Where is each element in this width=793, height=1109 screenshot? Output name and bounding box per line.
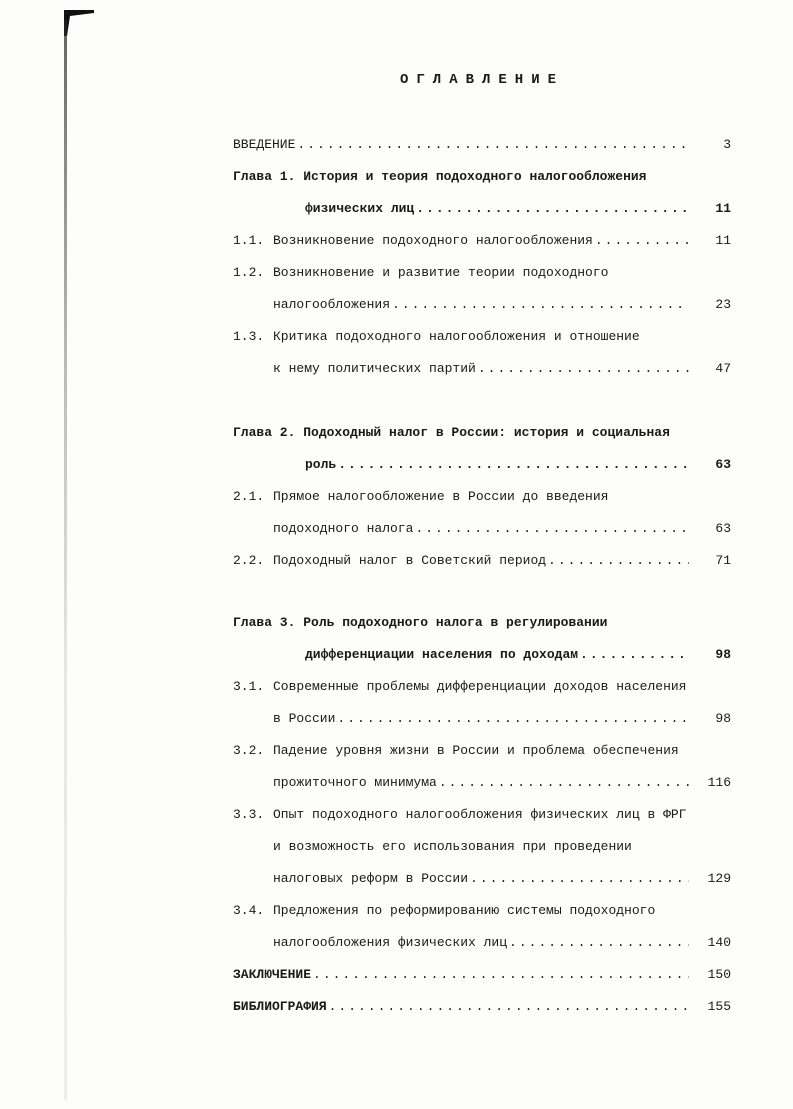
toc-entry-2-2 — [233, 548, 731, 570]
toc-entry-conclusion — [233, 962, 731, 984]
toc-entry-3-1-cont — [273, 706, 731, 728]
toc-entry-text: налогообложения — [273, 297, 391, 312]
dot-leader — [580, 646, 689, 664]
scan-edge-line — [64, 20, 67, 1100]
dot-leader — [313, 966, 689, 984]
dot-leader — [595, 232, 689, 250]
toc-entry-number: 3.2. — [233, 743, 265, 758]
toc-entry-intro — [233, 132, 731, 154]
toc-entry-1-3-cont — [273, 356, 731, 378]
toc-chapter-2-heading — [233, 420, 731, 442]
toc-entry-text: Глава 1. История и теория подоходного налогообложения — [233, 169, 647, 184]
toc-entry-1-3 — [233, 324, 731, 346]
toc-entry-3-2-cont — [273, 770, 731, 792]
toc-entry-text: Падение уровня жизни в России и проблема обеспечения — [273, 743, 679, 758]
dot-leader — [416, 200, 689, 218]
toc-entry-page: 71 — [715, 553, 731, 568]
page-title: ОГЛАВЛЕНИЕ — [399, 72, 564, 88]
toc-entry-page: 3 — [723, 137, 731, 152]
toc-entry-page: 155 — [707, 999, 731, 1014]
toc-entry-number: 3.4. — [233, 903, 265, 918]
toc-entry-number: 3.3. — [233, 807, 265, 822]
toc-chapter-3-heading — [233, 610, 731, 632]
toc-entry-text: Глава 3. Роль подоходного налога в регулировании — [233, 615, 608, 630]
toc-entry-bibliography — [233, 994, 731, 1016]
toc-entry-text: в России — [273, 711, 336, 726]
toc-entry-page: 98 — [715, 711, 731, 726]
toc-entry-page: 150 — [707, 967, 731, 982]
dot-leader — [297, 136, 689, 154]
toc-entry-text: дифференциации населения по доходам — [305, 647, 579, 662]
toc-entry-page: 129 — [707, 871, 731, 886]
toc-entry-page: 11 — [715, 201, 731, 216]
toc-entry-page: 47 — [715, 361, 731, 376]
toc-entry-1-1 — [233, 228, 731, 250]
toc-entry-text: БИБЛИОГРАФИЯ — [233, 999, 327, 1014]
toc-entry-text: Глава 2. Подоходный налог в России: история и социальная — [233, 425, 670, 440]
dot-leader — [439, 774, 689, 792]
dot-leader — [470, 870, 689, 888]
toc-entry-3-4-cont — [273, 930, 731, 952]
toc-entry-text: ВВЕДЕНИЕ — [233, 137, 296, 152]
toc-entry-1-2-cont — [273, 292, 731, 314]
toc-entry-text: и возможность его использования при проведении — [273, 839, 632, 854]
toc-entry-2-1 — [233, 484, 731, 506]
dot-leader — [509, 934, 689, 952]
dot-leader — [548, 552, 689, 570]
dot-leader — [478, 360, 689, 378]
toc-entry-3-2 — [233, 738, 731, 760]
toc-chapter-2-heading-cont — [305, 452, 731, 474]
dot-leader — [338, 456, 689, 474]
toc-entry-page: 140 — [707, 935, 731, 950]
toc-entry-text: Предложения по реформированию системы подоходного — [273, 903, 656, 918]
toc-entry-page: 98 — [715, 647, 731, 662]
toc-entry-text: Возникновение подоходного налогообложения — [273, 233, 593, 248]
toc-entry-3-1 — [233, 674, 731, 696]
toc-entry-number: 3.1. — [233, 679, 265, 694]
toc-entry-text: налогообложения физических лиц — [273, 935, 508, 950]
dot-leader — [329, 998, 689, 1016]
toc-entry-number: 1.1. — [233, 233, 265, 248]
toc-entry-3-3-cont — [273, 834, 731, 856]
toc-entry-number: 2.1. — [233, 489, 265, 504]
toc-entry-text: Критика подоходного налогообложения и отношение — [273, 329, 640, 344]
toc-entry-page: 63 — [715, 521, 731, 536]
toc-entry-text: подоходного налога — [273, 521, 414, 536]
scan-corner-mark — [64, 10, 94, 36]
toc-entry-number: 1.3. — [233, 329, 265, 344]
toc-entry-text: физических лиц — [305, 201, 415, 216]
toc-entry-text: Прямое налогообложение в России до введения — [273, 489, 609, 504]
dot-leader — [392, 296, 689, 314]
toc-entry-text: Возникновение и развитие теории подоходного — [273, 265, 609, 280]
dot-leader — [337, 710, 689, 728]
dot-leader — [415, 520, 689, 538]
toc-entry-number: 1.2. — [233, 265, 265, 280]
toc-entry-3-3 — [233, 802, 731, 824]
toc-entry-text: Опыт подоходного налогообложения физических лиц в ФРГ — [273, 807, 687, 822]
toc-entry-number: 2.2. — [233, 553, 265, 568]
toc-entry-text: прожиточного минимума — [273, 775, 437, 790]
toc-entry-2-1-cont — [273, 516, 731, 538]
toc-entry-text: к нему политических партий — [273, 361, 476, 376]
toc-chapter-1-heading-cont — [305, 196, 731, 218]
toc-entry-page: 23 — [715, 297, 731, 312]
toc-chapter-1-heading — [233, 164, 731, 186]
toc-entry-3-3-cont-2 — [273, 866, 731, 888]
toc-entry-text: ЗАКЛЮЧЕНИЕ — [233, 967, 312, 982]
toc-entry-text: налоговых реформ в России — [273, 871, 469, 886]
toc-entry-1-2 — [233, 260, 731, 282]
toc-entry-3-4 — [233, 898, 731, 920]
toc-entry-text: Подоходный налог в Советский период — [273, 553, 547, 568]
toc-entry-page: 116 — [707, 775, 731, 790]
toc-entry-page: 63 — [715, 457, 731, 472]
toc-chapter-3-heading-cont — [305, 642, 731, 664]
toc-entry-text: Современные проблемы дифференциации доходов населения — [273, 679, 687, 694]
toc-entry-text: роль — [305, 457, 337, 472]
toc-entry-page: 11 — [715, 233, 731, 248]
